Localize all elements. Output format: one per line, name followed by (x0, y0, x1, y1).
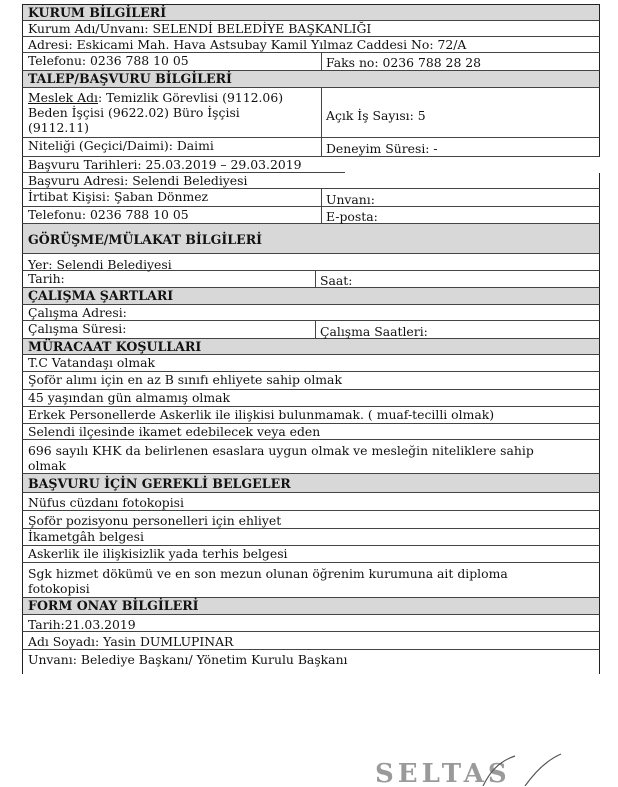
belge-item: İkametgâh belgesi (22, 529, 600, 546)
irtibat-unvani: Unvanı: (326, 192, 375, 207)
calisma-sure-saat-row (22, 321, 600, 339)
section-header-calisma: ÇALIŞMA ŞARTLARI (22, 288, 600, 305)
job-posting-form (22, 4, 600, 674)
gorusme-yer: Yer: Selendi Belediyesi (22, 254, 600, 271)
belge-item: Şoför pozisyonu personelleri için ehliyet (22, 511, 600, 529)
belge-item: Nüfus cüzdanı fotokopisi (22, 493, 600, 511)
section-header-muracaat: MÜRACAAT KOŞULLARI (22, 339, 600, 355)
signature-stroke (525, 754, 561, 786)
belge-item (22, 563, 600, 598)
section-header-gorusme: GÖRÜŞME/MÜLAKAT BİLGİLERİ (22, 224, 600, 254)
talep-eposta: E-posta: (326, 209, 378, 224)
muracaat-item: 45 yaşından gün almamış olmak (22, 390, 600, 407)
gorusme-tarih-saat-row (22, 271, 600, 288)
section-header-belgeler: BAŞVURU İÇİN GEREKLİ BELGELER (22, 474, 600, 493)
onay-adi-soyadi: Adı Soyadı: Yasin DUMLUPINAR (22, 632, 600, 650)
kurum-telefon: Telefonu: 0236 788 10 05 (23, 53, 322, 70)
meslek-label: Meslek Adı (28, 90, 98, 105)
meslek-line3: (9112.11) (28, 120, 89, 135)
muracaat-item: T.C Vatandaşı olmak (22, 355, 600, 372)
muracaat-item: Şoför alımı için en az B sınıfı ehliyete sahip olmak (22, 372, 600, 390)
gorusme-tarih: Tarih: (23, 271, 316, 287)
muracaat-item6-line2: olmak (28, 458, 67, 473)
muracaat-item: Erkek Personellerde Askerlik ile ilişkisi bulunmamak. ( muaf-tecilli olmak) (22, 407, 600, 424)
calisma-adresi: Çalışma Adresi: (22, 305, 600, 321)
irtibat-kisisi: İrtibat Kişisi: Şaban Dönmez (23, 189, 322, 206)
kurum-adi: Kurum Adı/Unvanı: SELENDİ BELEDİYE BAŞKANLIĞI (22, 21, 600, 37)
gorusme-saat: Saat: (320, 273, 353, 288)
stamp-text: SELTAS (375, 759, 511, 786)
muracaat-item: Selendi ilçesinde ikamet edebilecek veya eden (22, 424, 600, 440)
section-header-kurum: KURUM BİLGİLERİ (22, 4, 600, 21)
muracaat-item6-line1: 696 sayılı KHK da belirlenen esaslara uygun olmak ve mesleğin niteliklere sahip (28, 443, 534, 458)
acik-is-sayisi: Açık İş Sayısı: 5 (326, 108, 426, 123)
meslek-line1: : Temizlik Görevlisi (9112.06) (97, 90, 284, 105)
meslek-row (22, 88, 600, 138)
belge-item5-line1: Sgk hizmet dökümü ve en son mezun olunan öğrenim kurumuna ait diploma (28, 566, 508, 581)
belge-item: Askerlik ile ilişkisizlik yada terhis belgesi (22, 546, 600, 563)
deneyim-suresi: Deneyim Süresi: - (326, 141, 438, 156)
telefon-eposta-row (22, 207, 600, 224)
basvuru-adresi: Başvuru Adresi: Selendi Belediyesi (22, 173, 600, 189)
irtibat-row (22, 189, 600, 207)
kurum-contact-row (22, 53, 600, 71)
kurum-adres: Adresi: Eskicami Mah. Hava Astsubay Kamil Yılmaz Caddesi No: 72/A (22, 37, 600, 53)
talep-telefon: Telefonu: 0236 788 10 05 (23, 207, 322, 223)
onay-tarih: Tarih:21.03.2019 (22, 615, 600, 632)
muracaat-item (22, 440, 600, 474)
calisma-suresi: Çalışma Süresi: (23, 321, 316, 338)
stamp-signature-image (365, 752, 605, 786)
belge-item5-line2: fotokopisi (28, 581, 90, 596)
nitelik-row (22, 138, 600, 157)
kurum-faks: Faks no: 0236 788 28 28 (326, 55, 482, 70)
calisma-saatleri: Çalışma Saatleri: (320, 324, 428, 339)
basvuru-tarihleri: Başvuru Tarihleri: 25.03.2019 – 29.03.2019 (22, 157, 345, 173)
niteligi: Niteliği (Geçici/Daimi): Daimi (23, 138, 322, 156)
onay-unvani: Unvanı: Belediye Başkanı/ Yönetim Kurulu Başkanı (22, 650, 600, 674)
section-header-talep: TALEP/BAŞVURU BİLGİLERİ (22, 71, 600, 88)
section-header-onay: FORM ONAY BİLGİLERİ (22, 598, 600, 615)
meslek-line2: Beden İşçisi (9622.02) Büro İşçisi (28, 105, 240, 120)
